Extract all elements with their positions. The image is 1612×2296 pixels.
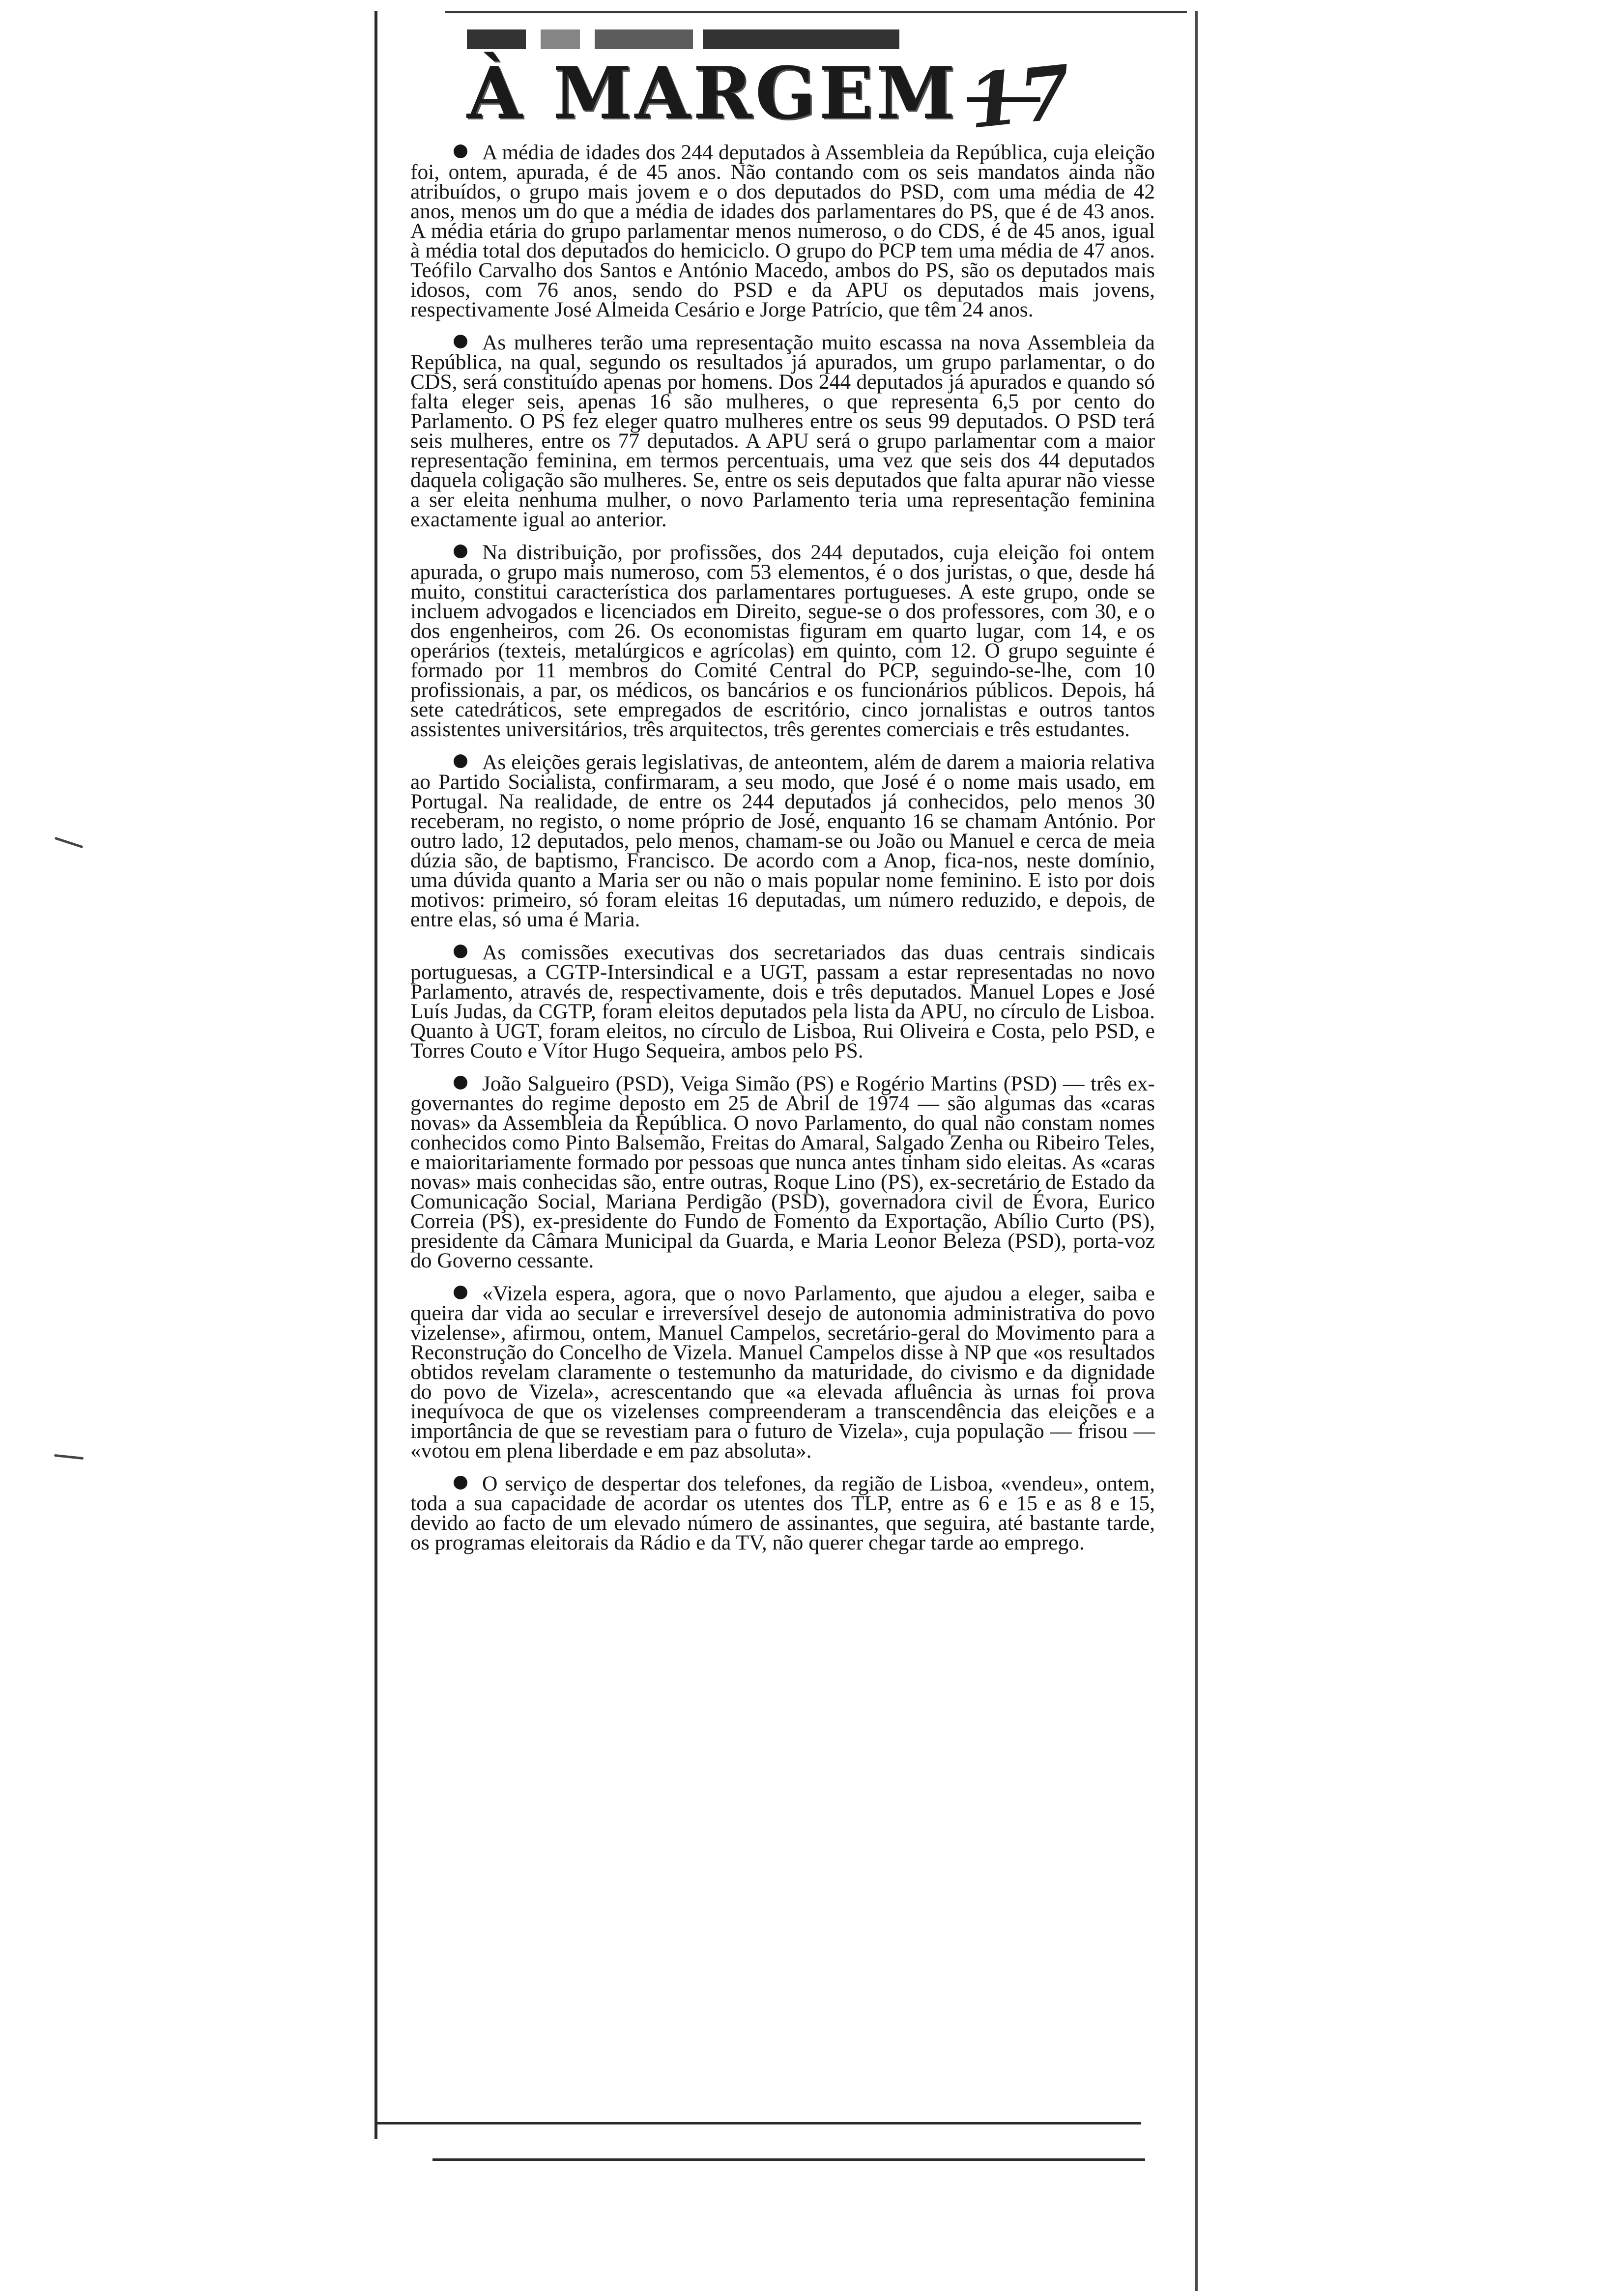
bullet-icon bbox=[454, 335, 467, 348]
article-paragraph: Na distribuição, por profissões, dos 244 deputados, cuja eleição foi ontem apurada, o grupo mais numeroso, com 53 elementos, é o dos juristas, o que, desde há muito, constitui característica dos parlamentares portugueses. A este grupo, onde se incluem advogados e licenciados em Direito, segue-se o dos professores, com 30, e o dos engenheiros, com 26. Os economistas figuram em quarto lugar, com 14, e os operários (texteis, metalúrgicos e agrícolas) em quinto, com 12. O grupo seguinte é formado por 11 membros do Comité Central do PCP, seguindo-se-lhe, com 10 profissionais, a par, os médicos, os bancários e os funcionários públicos. Depois, há sete catedráticos, sete empregados de escritório, cinco jornalistas e outros tantos assistentes universitários, três arquitectos, três gerentes comerciais e três estudantes. bbox=[410, 541, 1155, 741]
scan-mark bbox=[54, 1454, 84, 1460]
left-border-rule bbox=[374, 11, 377, 2139]
article-paragraph: O serviço de despertar dos telefones, da região de Lisboa, «vendeu», ontem, toda a sua capacidade de acordar os utentes dos TLP, entre as 6 e 15 e as 8 e 15, devido ao facto de um elevado número de assinantes, que seguira, até bastante tarde, os programas eleitorais da Rádio e da TV, não querer chegar tarde ao emprego. bbox=[410, 1472, 1155, 1554]
bullet-icon bbox=[454, 545, 467, 558]
article-paragraph: As mulheres terão uma representação muito escassa na nova Assembleia da República, na qual, segundo os resultados já apurados, um grupo parlamentar, o do CDS, será constituído apenas por homens. Dos 244 deputados já apurados e quando só falta eleger seis, apenas 16 são mulheres, o que representa 6,5 por cento do Parlamento. O PS fez eleger quatro mulheres entre os seus 99 deputados. O PSD terá seis mulheres, entre os 77 deputados. A APU será o grupo parlamentar com a maior representação feminina, em termos percentuais, uma vez que seis dos 44 deputados daquela coligação são mulheres. Se, entre os seis deputados que falta apurar não viesse a ser eleita nenhuma mulher, o novo Parlamento teria uma representação feminina exactamente igual ao anterior. bbox=[410, 331, 1155, 531]
right-border-rule bbox=[1195, 11, 1198, 2291]
bottom-border-rule bbox=[374, 2122, 1141, 2124]
bullet-icon bbox=[454, 1286, 467, 1299]
article-column bbox=[410, 143, 1155, 1566]
bullet-icon bbox=[454, 1076, 467, 1090]
article-paragraph: A média de idades dos 244 deputados à Assembleia da República, cuja eleição foi, ontem, apurada, é de 45 anos. Não contando com os seis mandatos ainda não atribuídos, o grupo mais jovem e o dos deputados do PSD, com uma média de 42 anos, menos um do que a média de idades dos parlamentares do PS, que é de 43 anos. A média etária do grupo parlamentar menos numeroso, o do CDS, é de 45 anos, igual à média total dos deputados do hemiciclo. O grupo do PCP tem uma média de 47 anos. Teófilo Carvalho dos Santos e António Macedo, ambos do PS, são os deputados mais idosos, com 76 anos, sendo do PSD e da APU os deputados mais jovens, respectivamente José Almeida Cesário e Jorge Patrício, que têm 24 anos. bbox=[410, 141, 1155, 321]
bullet-icon bbox=[454, 144, 467, 158]
bottom-border-rule-lower bbox=[432, 2158, 1145, 2161]
bullet-icon bbox=[454, 945, 467, 958]
scan-mark bbox=[55, 837, 84, 848]
handwritten-annotation: 17 bbox=[964, 49, 1075, 146]
article-paragraph: «Vizela espera, agora, que o novo Parlamento, que ajudou a eleger, saiba e queira dar vida ao secular e irreversível desejo de autonomia administrativa do povo vizelense», afirmou, ontem, Manuel Campelos, secretário-geral do Movimento para a Reconstrução do Concelho de Vizela. Manuel Campelos disse à NP que «os resultados obtidos revelam claramente o testemunho da maturidade, do civismo e da dignidade do povo de Vizela», acrescentando que «a elevada afluência às urnas foi prova inequívoca de que os vizelenses compreenderam a transcendência das eleições e a importância de que se revestiam para o futuro de Vizela», cuja população — frisou — «votou em plena liberdade e em paz absoluta». bbox=[410, 1282, 1155, 1463]
top-border-rule bbox=[445, 11, 1187, 13]
article-paragraph: As eleições gerais legislativas, de anteontem, além de darem a maioria relativa ao Partido Socialista, confirmaram, a seu modo, que José é o nome mais usado, em Portugal. Na realidade, de entre os 244 deputados já conhecidos, pelo menos 30 receberam, no registo, o nome próprio de José, enquanto 16 se chamam António. Por outro lado, 12 deputados, pelo menos, chamam-se ou João ou Manuel e cerca de meia dúzia são, de baptismo, Francisco. De acordo com a Anop, fica-nos, neste domínio, uma dúvida quanto a Maria ser ou não o mais popular nome feminino. E isto por dois motivos: primeiro, só foram eleitas 16 deputadas, um número reduzido, e depois, de entre elas, só uma é Maria. bbox=[410, 750, 1155, 931]
masthead-decoration bbox=[467, 29, 899, 49]
bullet-icon bbox=[454, 754, 467, 768]
article-paragraph: As comissões executivas dos secretariados das duas centrais sindicais portuguesas, a CGTP-Intersindical e a UGT, passam a estar representadas no novo Parlamento, através de, respectivamente, dois e três deputados. Manuel Lopes e José Luís Judas, da CGTP, foram eleitos deputados pela lista da APU, no círculo de Lisboa. Quanto à UGT, foram eleitos, no círculo de Lisboa, Rui Oliveira e Costa, pelo PSD, e Torres Couto e Vítor Hugo Sequeira, ambos pelo PS. bbox=[410, 941, 1155, 1062]
bullet-icon bbox=[454, 1476, 467, 1490]
article-paragraph: João Salgueiro (PSD), Veiga Simão (PS) e Rogério Martins (PSD) — três ex-governantes do regime deposto em 25 de Abril de 1974 — são algumas das «caras novas» da Assembleia da República. O novo Parlamento, do qual não constam nomes conhecidos como Pinto Balsemão, Freitas do Amaral, Salgado Zenha ou Ribeiro Teles, e maioritariamente formado por pessoas que nunca antes tinham sido eleitas. As «caras novas» mais conhecidas são, entre outras, Roque Lino (PS), ex-secretário de Estado da Comunicação Social, Mariana Perdigão (PSD), governadora civil de Évora, Eurico Correia (PS), ex-presidente do Fundo de Fomento da Exportação, Abílio Curto (PS), presidente da Câmara Municipal da Guarda, e Maria Leonor Beleza (PSD), porta-voz do Governo cessante. bbox=[410, 1072, 1155, 1272]
masthead-title: À MARGEM bbox=[467, 52, 958, 135]
